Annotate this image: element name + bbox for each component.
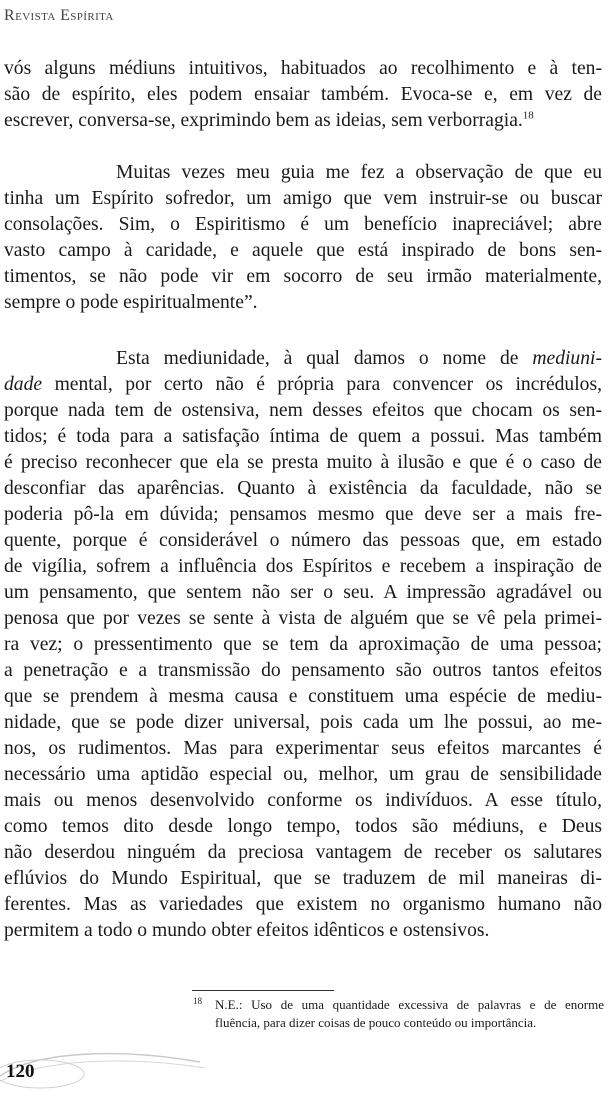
body-line: são de espírito, eles podem ensaiar também. Evoca-se e, em vez de (4, 84, 602, 105)
body-line: porque nada tem de ostensiva, nem desses efeitos que chocam os sen- (4, 400, 602, 421)
footnote-divider (192, 990, 334, 991)
footnote-mark: 18 (193, 996, 202, 1006)
body-line: mais ou menos desenvolvido conforme os indivíduos. A esse título, (4, 790, 602, 811)
body-line: nidade, que se pode dizer universal, pois cada um lhe possui, ao me- (4, 712, 602, 733)
body-line (4, 372, 602, 398)
body-line: ferentes. Mas as variedades que existem no organismo humano não (4, 894, 602, 915)
body-line: como temos dito desde longo tempo, todos são médiuns, e Deus (4, 816, 602, 837)
body-line: um pensamento, que sentem não ser o seu. A impressão agradável ou (4, 582, 602, 603)
italic-term: dade (4, 374, 43, 395)
body-line: timentos, se não pode vir em socorro de seu irmão materialmente, (4, 266, 602, 287)
body-line-text: Esta mediunidade, à qual damos o nome de (116, 348, 533, 369)
body-line: eflúvios do Mundo Espiritual, que se traduzem de mil maneiras di- (4, 868, 602, 889)
body-line: nos, os rudimentos. Mas para experimentar seus efeitos marcantes é (4, 738, 602, 759)
running-header: Revista Espírita (4, 7, 114, 24)
italic-term: mediuni- (532, 348, 602, 369)
body-line: Muitas vezes meu guia me fez a observação de que eu (116, 162, 602, 183)
body-line: poderia pô-la em dúvida; pensamos mesmo que deve ser a mais fre- (4, 504, 602, 525)
body-line: vós alguns médiuns intuitivos, habituados ao recolhimento e à ten- (4, 58, 602, 79)
body-line: sempre o pode espiritualmente”. (4, 292, 258, 313)
body-line (4, 108, 602, 134)
body-line: não deserdou ninguém da preciosa vantagem de receber os salutares (4, 842, 602, 863)
footnote-line: fluência, para dizer coisas de pouco conteúdo ou importância. (215, 1015, 537, 1030)
body-line-text: mental, por certo não é própria para convencer os incrédulos, (42, 374, 602, 395)
body-line: tidos; é toda para a satisfação íntima de quem a possui. Mas também (4, 426, 602, 447)
body-line: necessário uma aptidão especial ou, melhor, um grau de sensibilidade (4, 764, 602, 785)
body-line: desconfiar das aparências. Quanto à existência da faculdade, não se (4, 478, 602, 499)
body-line: quente, porque é considerável o número das pessoas que, em estado (4, 530, 602, 551)
body-line: vasto campo à caridade, e aquele que está inspirado de bons sen- (4, 240, 602, 261)
body-line: consolações. Sim, o Espiritismo é um benefício inapreciável; abre (4, 214, 602, 235)
body-line: é preciso reconhecer que ela se presta muito à ilusão e que é o caso de (4, 452, 602, 473)
body-line: permitem a todo o mundo obter efeitos idênticos e ostensivos. (4, 920, 490, 941)
body-line: ra vez; o pressentimento que se tem da aproximação de uma pessoa; (4, 634, 602, 655)
body-line: a penetração e a transmissão do pensamento são outros tantos efeitos (4, 660, 602, 681)
decorative-swoosh (0, 1040, 240, 1095)
body-line: penosa que por vezes se sente à vista de alguém que se vê pela primei- (4, 608, 602, 629)
body-line: de vigília, sofrem a influência dos Espíritos e recebem a inspiração de (4, 556, 602, 577)
footnote-reference: 18 (522, 109, 534, 122)
footnote-line: N.E.: Uso de uma quantidade excessiva de palavras e de enorme (215, 997, 604, 1012)
body-line-text: escrever, conversa-se, exprimindo bem as ideias, sem verborragia. (4, 110, 523, 131)
body-line (116, 346, 602, 372)
page-number: 120 (6, 1061, 35, 1082)
body-line: tinha um Espírito sofredor, um amigo que vem instruir-se ou buscar (4, 188, 602, 209)
body-line: que se prendem à mesma causa e constituem uma espécie de mediu- (4, 686, 602, 707)
